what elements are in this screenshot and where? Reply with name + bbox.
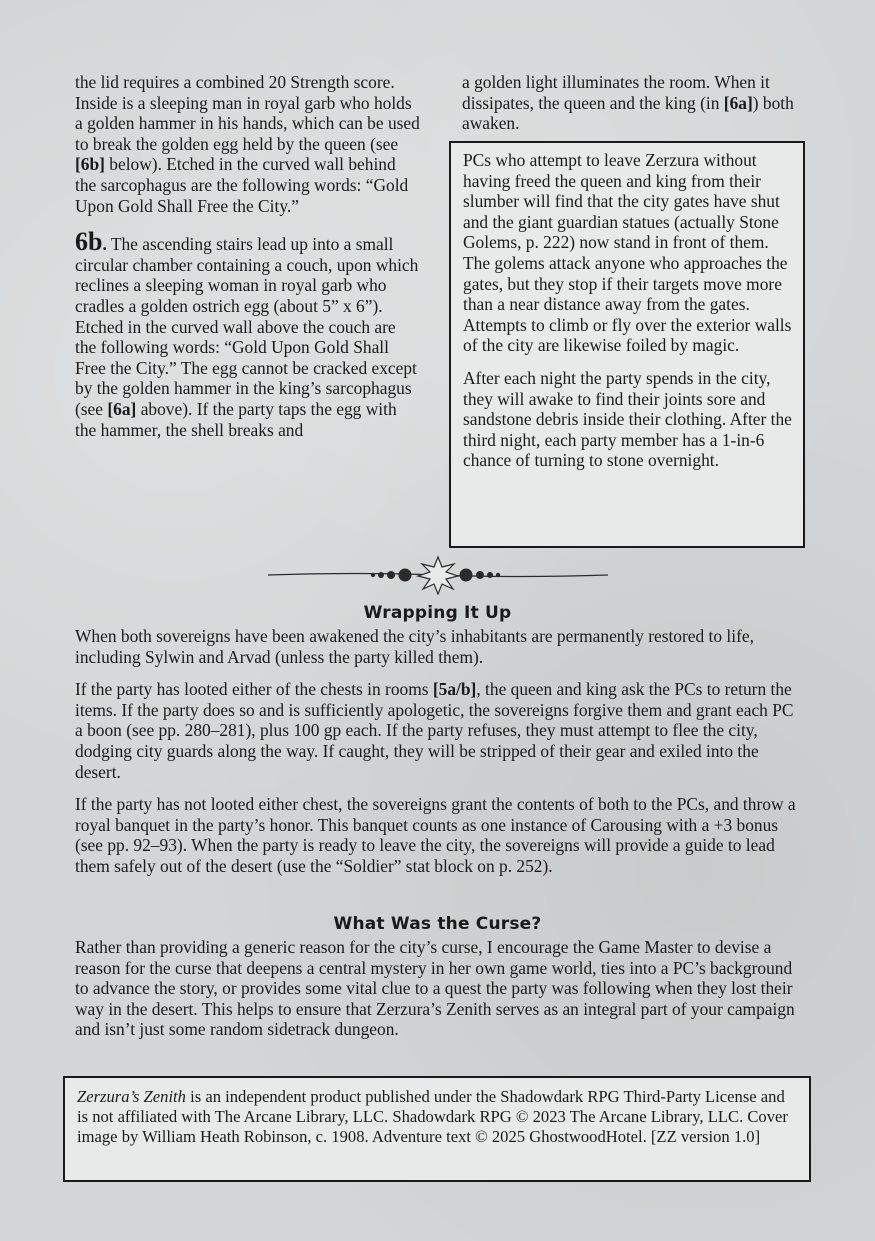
license-box [63, 1076, 811, 1182]
license-text: Zerzura’s Zenith is an independent product published under the Shadowdark RPG Third-Party License and is not affiliated with The Arcane Library, LLC. Shadowdark RPG © 2023 The Arcane Library, LLC. Cover image by William Heath Robinson, c. 1908. Adventure text © 2025 GhostwoodHotel. [ZZ version 1.0] [77, 1087, 788, 1146]
ornament-divider [268, 555, 608, 595]
sidebar-box [449, 141, 805, 548]
curse-section [75, 937, 799, 1040]
room-ref-6a-right: [6a] [723, 92, 753, 113]
wrapping-paragraph-2: If the party has looted either of the chests in rooms [5a/b], the queen and king ask the PCs to return the items. If the party does so and is sufficiently apologetic, the sovereigns forgive them and grant each PC a boon (see pp. 280–281), plus 100 gp each. If the party refuses, they must attempt to flee the city, dodging city guards along the way. If caught, they will be stripped of their gear and exiled into the desert. [75, 679, 794, 782]
curse-heading: What Was the Curse? [333, 914, 542, 934]
room-ref-5ab: [5a/b] [432, 679, 477, 700]
curse-paragraph: Rather than providing a generic reason for the city’s curse, I encourage the Game Master to devise a reason for the curse that deepens a central mystery in her own game world, ties into a PC’s background to advance the story, or provides some vital clue to a quest the party was following when they lost their way in the desert. This helps to ensure that Zerzura’s Zenith serves as an integral part of your campaign and isn’t just some random sidetrack dungeon. [75, 937, 795, 1040]
product-title: Zerzura’s Zenith [77, 1087, 186, 1106]
room-ref-6b: [6b] [75, 154, 105, 175]
wrapping-section [75, 626, 799, 877]
wrapping-heading: Wrapping It Up [363, 603, 512, 623]
right-column [462, 72, 809, 134]
room-ref-6a: [6a] [107, 398, 137, 419]
sarcophagus-paragraph: the lid requires a combined 20 Strength score. Inside is a sleeping man in royal garb who holds a golden hammer in his hands, which can be used to break the golden egg held by the queen (see [6b] below). Etched in the curved wall behind the sarcophagus are the following words: “Gold Upon Gold Shall Free the City.” [75, 72, 420, 216]
left-column [75, 72, 420, 440]
wrapping-paragraph-1: When both sovereigns have been awakened the city’s inhabitants are permanently restored to life, including Sylwin and Arvad (unless the party killed them). [75, 626, 754, 667]
sidebar-stone-paragraph: After each night the party spends in the city, they will awake to find their joints sore and sandstone debris inside their clothing. After the third night, each party member has a 1-in-6 chance of turning to stone overnight. [463, 367, 792, 471]
room-6b-paragraph: 6b. The ascending stairs lead up into a small circular chamber containing a couch, upon which reclines a sleeping woman in royal garb who cradles a golden ostrich egg (about 5” x 6”). Etched in the curved wall above the couch are the following words: “Gold Upon Gold Shall Free the City.” The egg cannot be cracked except by the golden hammer in the king’s sarcophagus (see [6a] above). If the party taps the egg with the hammer, the shell breaks and [75, 227, 419, 440]
wrapping-paragraph-3: If the party has not looted either chest, the sovereigns grant the contents of both to the PCs, and throw a royal banquet in the party’s honor. This banquet counts as one instance of Carousing with a +3 bonus (see pp. 92–93). When the party is ready to leave the city, the sovereigns will provide a guide to lead them safely out of the desert (use the “Soldier” stat block on p. 252). [75, 794, 796, 876]
sidebar-gates-paragraph: PCs who attempt to leave Zerzura without having freed the queen and king from their slumber will find that the city gates have shut and the giant guardian statues (actually Stone Golems, p. 222) now stand in front of them. The golems attack anyone who approaches the gates, but they stop if their targets move more than a near distance away from the gates. Attempts to climb or fly over the exterior walls of the city are likewise foiled by magic. [463, 150, 792, 356]
golden-light-paragraph: a golden light illuminates the room. When it dissipates, the queen and the king (in [6a]) both awaken. [462, 72, 794, 134]
room-marker-6b: 6b [75, 227, 103, 257]
